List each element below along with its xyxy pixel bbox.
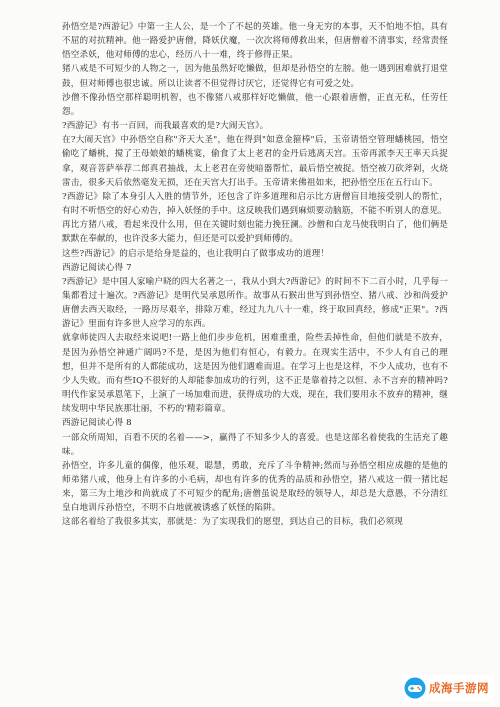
paragraph: 在?大闹天宫》中孙悟空自称"齐天大圣"，他在得到"如意金箍棒"后，玉帝请悟空管理蟠桃园，悟空偷吃了蟠桃，搅了王母娘娘的蟠桃宴，偷食了太上老君的金丹后逃离天宫。玉帝再派李天王率天兵捉拿，观音菩萨举荐二郎真君抽战，太上老君在旁使暗器帮忙，最后悟空被捉。悟空被刀砍斧剁，火烧雷击，很多天后依然毫发无损，还在天宫大打出手。玉帝请来佛祖如来，把孙悟空压在五行山下。 [62, 135, 448, 188]
paragraph: 沙僧不像孙悟空那样聪明机智，也不像猪八戒那样好吃懒做，他一心跟着唐僧，正直无私，任劳任怨。 [62, 92, 448, 117]
paragraph: 孙悟空是?西游记》中第一主人公，是一个了不起的英雄。他一身无穷的本事，天不怕地不怕，具有不屈的对抗精神。他一路爱护唐僧，降妖伏魔，一次次将师傅救出来，但唐僧着不清事实，经常责怪悟空杀妖，他对师傅的忠心，经历八十一难，终于修得正果。 [62, 22, 448, 61]
paragraph: 这些?西游记》的启示是给身是益的，也让我明白了做事成功的道理！ [62, 248, 330, 259]
paragraph: ?西游记》是中国人家喻户晓的四大名著之一，我从小到大?西游记》的时间不下二百小时，几乎每一集都看过十遍次。?西游记》是明代吴承恩所作。故事从石猴出世写到孙悟空、猪八戒、沙和尚爱护唐僧去西天取经，一路历尽艰辛，排除万难，经过九九八十一难，终于取回真经，修成"正果"。?西游记》里面有许多世人应学习的东西。 [62, 276, 448, 330]
paragraph: ?西游记》有书一百回，而我最喜欢的是?大闹天宫》。 [62, 121, 269, 132]
paragraph: 猪八戒是不可短少的人物之一，因为他虽然好吃懒做，但却是孙悟空的左膀。他一遇到困难就打退堂鼓，但对师傅也很忠诚。所以让读者不但觉得讨厌它，还觉得它有可爱之处。 [62, 64, 448, 89]
paragraph: 这部名着给了我很多其实，那就是：为了实现我们的愿望，到达自己的目标，我们必须现 [62, 517, 404, 528]
watermark-text: 成海手游网 [429, 681, 489, 695]
paragraph: ?西游记》除了本身引人入胜的情节外，还包含了许多道理和启示比方唐僧盲目地接受别人的帮忙，有时不听悟空的好心劝告，掉入妖怪的手中。这反映我们遇到麻烦要动脑筋，不能不听别人的意见。 [62, 191, 448, 217]
paragraph: 孙悟空，许多儿童的偶像，他乐观，聪慧，勇敢，充斥了斗争精神;然而与孙悟空相应成趣的是他的师弟猪八戒，他身上有许多的小毛病，却也有许多的优秀的品质和孙悟空，猪八戒这一假一猪比起来，第三为土地沙和尚就成了不可短少的配角;唐僧虽说是取经的领导人，却总是大意愚，不分清红皇白地训斥孙悟空，不明不白地就被诱惑了妖怪的陷阱。 [62, 460, 448, 514]
gamepad-logo-icon [404, 677, 426, 699]
section-heading: 西游记阅读心得 7 [62, 262, 132, 273]
paragraph: 再比方猪八戒，看起来没什么用，但在关键时刻也能力挽狂澜。沙僧和白龙马使我明白了，他们俩是默默在奉献的，也许没多大能力，但还是可以爱护到师傅的。 [62, 220, 448, 245]
document-body [62, 20, 448, 530]
paragraph: 一部众所周知，百看不厌的名着——>，赢得了不知多少人的喜爱。也是这部名着使我的生活充了趣味。 [62, 432, 448, 457]
watermark [402, 675, 494, 701]
section-heading: 西游记阅读心得 8 [62, 418, 132, 429]
paragraph: 就拿师徒四人去取经来说吧!一路上他们步步危机，困难重重，险些丢掉性命，但他们就是不放弃，是因为孙悟空神通广阔吗?不是，是因为他们有恒心，有毅力。在现实生活中，不少人有自己的理想，但并不是所有的人都能成功，这是因为他们遇难而退。在学习上也是这样，不少人成功，也有不少人失败。而有些IQ不很好的人却能参加成功的行列，这不正是靠着持之以恒、永不言弃的精神吗?明代作家吴承恩笔下，上演了一场加难而进，获得成功的大戏，现在，我们要用永不放弃的精神，继续发明中华民族那壮丽，不朽的'精彩篇章。 [62, 333, 448, 415]
